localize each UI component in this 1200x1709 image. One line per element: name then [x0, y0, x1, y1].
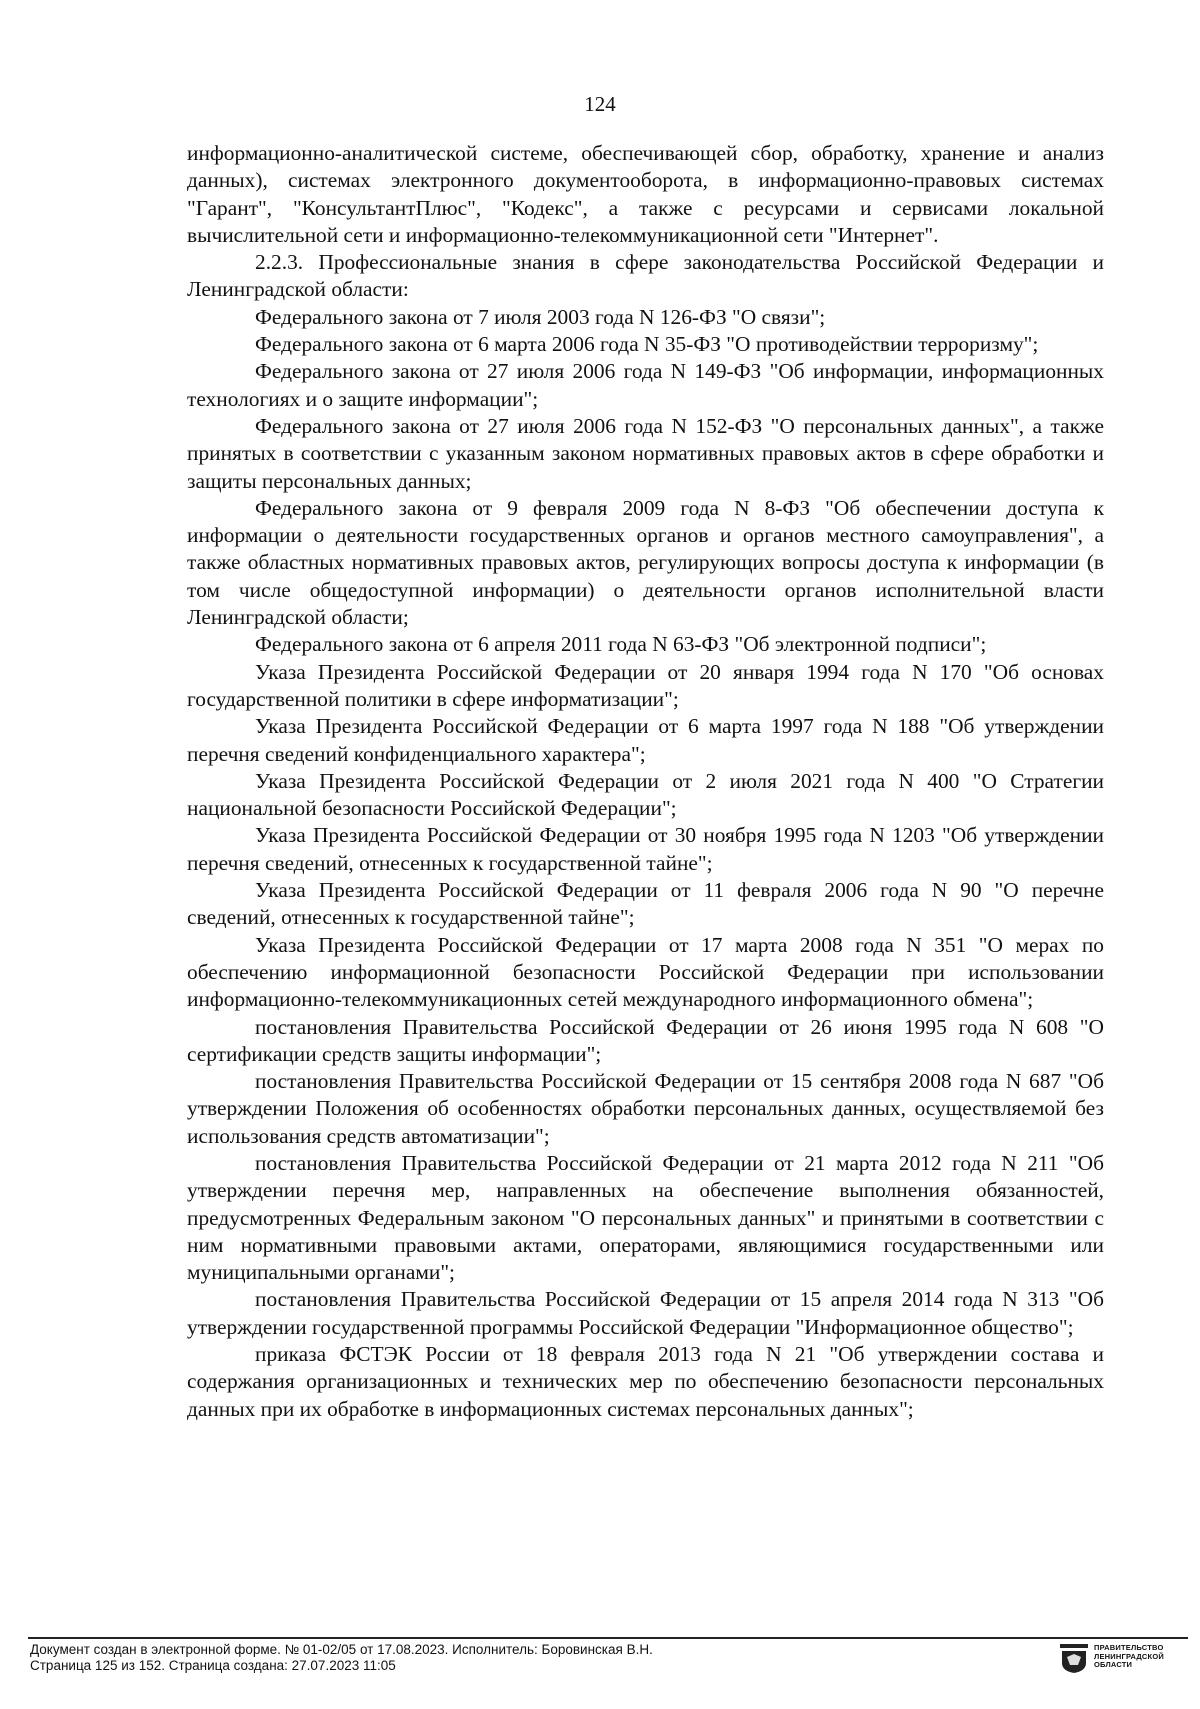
paragraph: Указа Президента Российской Федерации от 6 марта 1997 года N 188 "Об утверждении перечня сведений конфиденциального характера"; [187, 714, 1104, 766]
paragraph: Федерального закона от 9 февраля 2009 года N 8-ФЗ "Об обеспечении доступа к информации о деятельности государственных органов и органов местного самоуправления", а также областных нормативных правовых актов, регулирующих вопросы доступа к информации (в том числе общедоступной информации) о деятельности органов исполнительной власти Ленинградской области; [187, 495, 1104, 630]
footer-page-info: Страница 125 из 152. Страница создана: 27.07.2023 11:05 [30, 1658, 396, 1673]
paragraph: Указа Президента Российской Федерации от 17 марта 2008 года N 351 "О мерах по обеспечению информационной безопасности Российской Федерации при использовании информационно-телекоммуникационных сетей международного информационного обмена"; [187, 932, 1104, 1012]
paragraph: информационно-аналитической системе, обеспечивающей сбор, обработку, хранение и анализ данных), системах электронного документооборота, в информационно-правовых системах "Гарант", "КонсультантПлюс", "Кодекс", а также с ресурсами и сервисами локальной вычислительной сети и информационно-телекоммуникационной сети "Интернет". [187, 141, 1104, 247]
paragraph: 2.2.3. Профессиональные знания в сфере законодательства Российской Федерации и Ленинградской области: [187, 250, 1104, 302]
paragraph: Указа Президента Российской Федерации от 30 ноября 1995 года N 1203 "Об утверждении перечня сведений, отнесенных к государственной тайне"; [187, 823, 1104, 875]
paragraph: Указа Президента Российской Федерации от 20 января 1994 года N 170 "Об основах государственной политики в сфере информатизации"; [187, 659, 1104, 711]
paragraph: Федерального закона от 27 июля 2006 года N 149-ФЗ "Об информации, информационных технологиях и о защите информации"; [187, 359, 1104, 411]
paragraph: Федерального закона от 27 июля 2006 года N 152-ФЗ "О персональных данных", а также принятых в соответствии с указанным законом нормативных правовых актов в сфере обработки и защиты персональных данных; [187, 413, 1104, 493]
paragraph: Указа Президента Российской Федерации от 11 февраля 2006 года N 90 "О перечне сведений, отнесенных к государственной тайне"; [187, 878, 1104, 930]
footer-document-info: Документ создан в электронной форме. № 01-02/05 от 17.08.2023. Исполнитель: Боровинская В.Н. [30, 1642, 653, 1657]
paragraph: Федерального закона от 6 апреля 2011 года N 63-ФЗ "Об электронной подписи"; [255, 632, 987, 657]
page-number: 124 [584, 92, 616, 116]
paragraph: Указа Президента Российской Федерации от 2 июля 2021 года N 400 "О Стратегии национальной безопасности Российской Федерации"; [187, 768, 1104, 821]
paragraph: постановления Правительства Российской Федерации от 21 марта 2012 года N 211 "Об утверждении перечня мер, направленных на обеспечение выполнения обязанностей, предусмотренных Федеральным законом "О персональных данных" и принятыми в соответствии с ним нормативными правовыми актами, операторами, являющимися государственными или муниципальными органами"; [187, 1150, 1104, 1285]
paragraph: Федерального закона от 7 июля 2003 года N 126-ФЗ "О связи"; [255, 304, 826, 329]
paragraph: постановления Правительства Российской Федерации от 15 апреля 2014 года N 313 "Об утверждении государственной программы Российской Федерации "Информационное общество"; [187, 1287, 1104, 1339]
government-logo [1060, 1640, 1180, 1680]
paragraph: Федерального закона от 6 марта 2006 года N 35-ФЗ "О противодействии терроризму"; [255, 332, 1039, 357]
footer-divider [28, 1637, 1188, 1639]
footer-stamp [30, 1642, 930, 1674]
document-body [187, 140, 1104, 1423]
coat-of-arms-icon [1060, 1644, 1088, 1674]
paragraph: приказа ФСТЭК России от 18 февраля 2013 года N 21 "Об утверждении состава и содержания организационных и технических мер по обеспечению безопасности персональных данных при их обработке в информационных системах персональных данных"; [187, 1342, 1104, 1421]
government-logo-text: ПРАВИТЕЛЬСТВО ЛЕНИНГРАДСКОЙ ОБЛАСТИ [1094, 1643, 1164, 1669]
paragraph: постановления Правительства Российской Федерации от 15 сентября 2008 года N 687 "Об утверждении Положения об особенностях обработки персональных данных, осуществляемой без использования средств автоматизации"; [187, 1069, 1104, 1148]
paragraph: постановления Правительства Российской Федерации от 26 июня 1995 года N 608 "О сертификации средств защиты информации"; [187, 1014, 1104, 1066]
